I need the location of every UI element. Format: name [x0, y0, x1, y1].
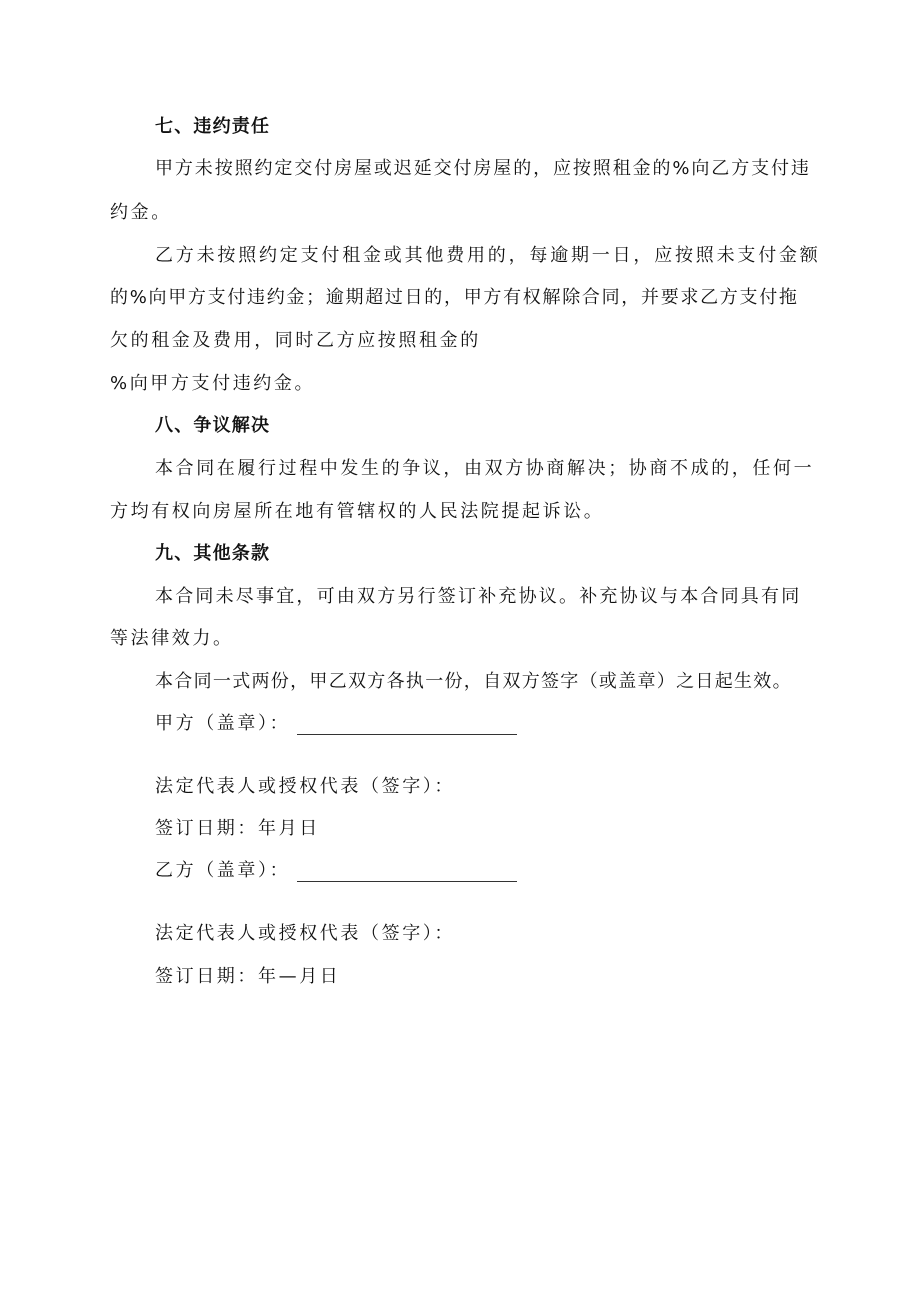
section-8-paragraph-1-line-1: 本合同在履行过程中发生的争议，由双方协商解决；协商不成的，任何一 — [155, 458, 815, 479]
section-8-paragraph-1-line-2: 方均有权向房屋所在地有管辖权的人民法院提起诉讼。 — [110, 501, 605, 522]
section-8-heading: 八、争议解决 — [155, 415, 271, 436]
party-a-seal-label: 甲方（盖章）： — [155, 713, 291, 734]
section-9-paragraph-1-line-2: 等法律效力。 — [110, 628, 234, 649]
section-7-paragraph-2-line-1: 乙方未按照约定支付租金或其他费用的，每逾期一日，应按照未支付金额 — [155, 245, 821, 266]
section-7-paragraph-2-line-2: 的%向甲方支付违约金；逾期超过日的，甲方有权解除合同，并要求乙方支付拖 — [110, 287, 799, 308]
party-a-date-label: 签订日期：年月日 — [155, 818, 320, 839]
party-b-representative-label: 法定代表人或授权代表（签字）： — [155, 923, 455, 944]
section-7-paragraph-1-line-2: 约金。 — [110, 202, 172, 223]
section-7-paragraph-1-line-1: 甲方未按照约定交付房屋或迟延交付房屋的，应按照租金的%向乙方支付违 — [155, 158, 811, 179]
section-9-heading: 九、其他条款 — [155, 543, 271, 564]
section-7-heading: 七、违约责任 — [155, 116, 271, 137]
party-a-seal-blank[interactable] — [297, 734, 517, 735]
section-7-paragraph-2-line-3: 欠的租金及费用，同时乙方应按照租金的 — [110, 330, 481, 351]
party-a-representative-label: 法定代表人或授权代表（签字）： — [155, 776, 455, 797]
section-7-paragraph-2-line-4: %向甲方支付违约金。 — [110, 373, 316, 394]
party-b-seal-blank[interactable] — [297, 881, 517, 882]
section-9-paragraph-2-line-1: 本合同一式两份，甲乙双方各执一份，自双方签字（或盖章）之日起生效。 — [155, 671, 792, 692]
party-b-date-label: 签订日期：年—月日 — [155, 966, 341, 987]
party-b-seal-label: 乙方（盖章）： — [155, 860, 291, 881]
section-9-paragraph-1-line-1: 本合同未尽事宜，可由双方另行签订补充协议。补充协议与本合同具有同 — [155, 586, 802, 607]
